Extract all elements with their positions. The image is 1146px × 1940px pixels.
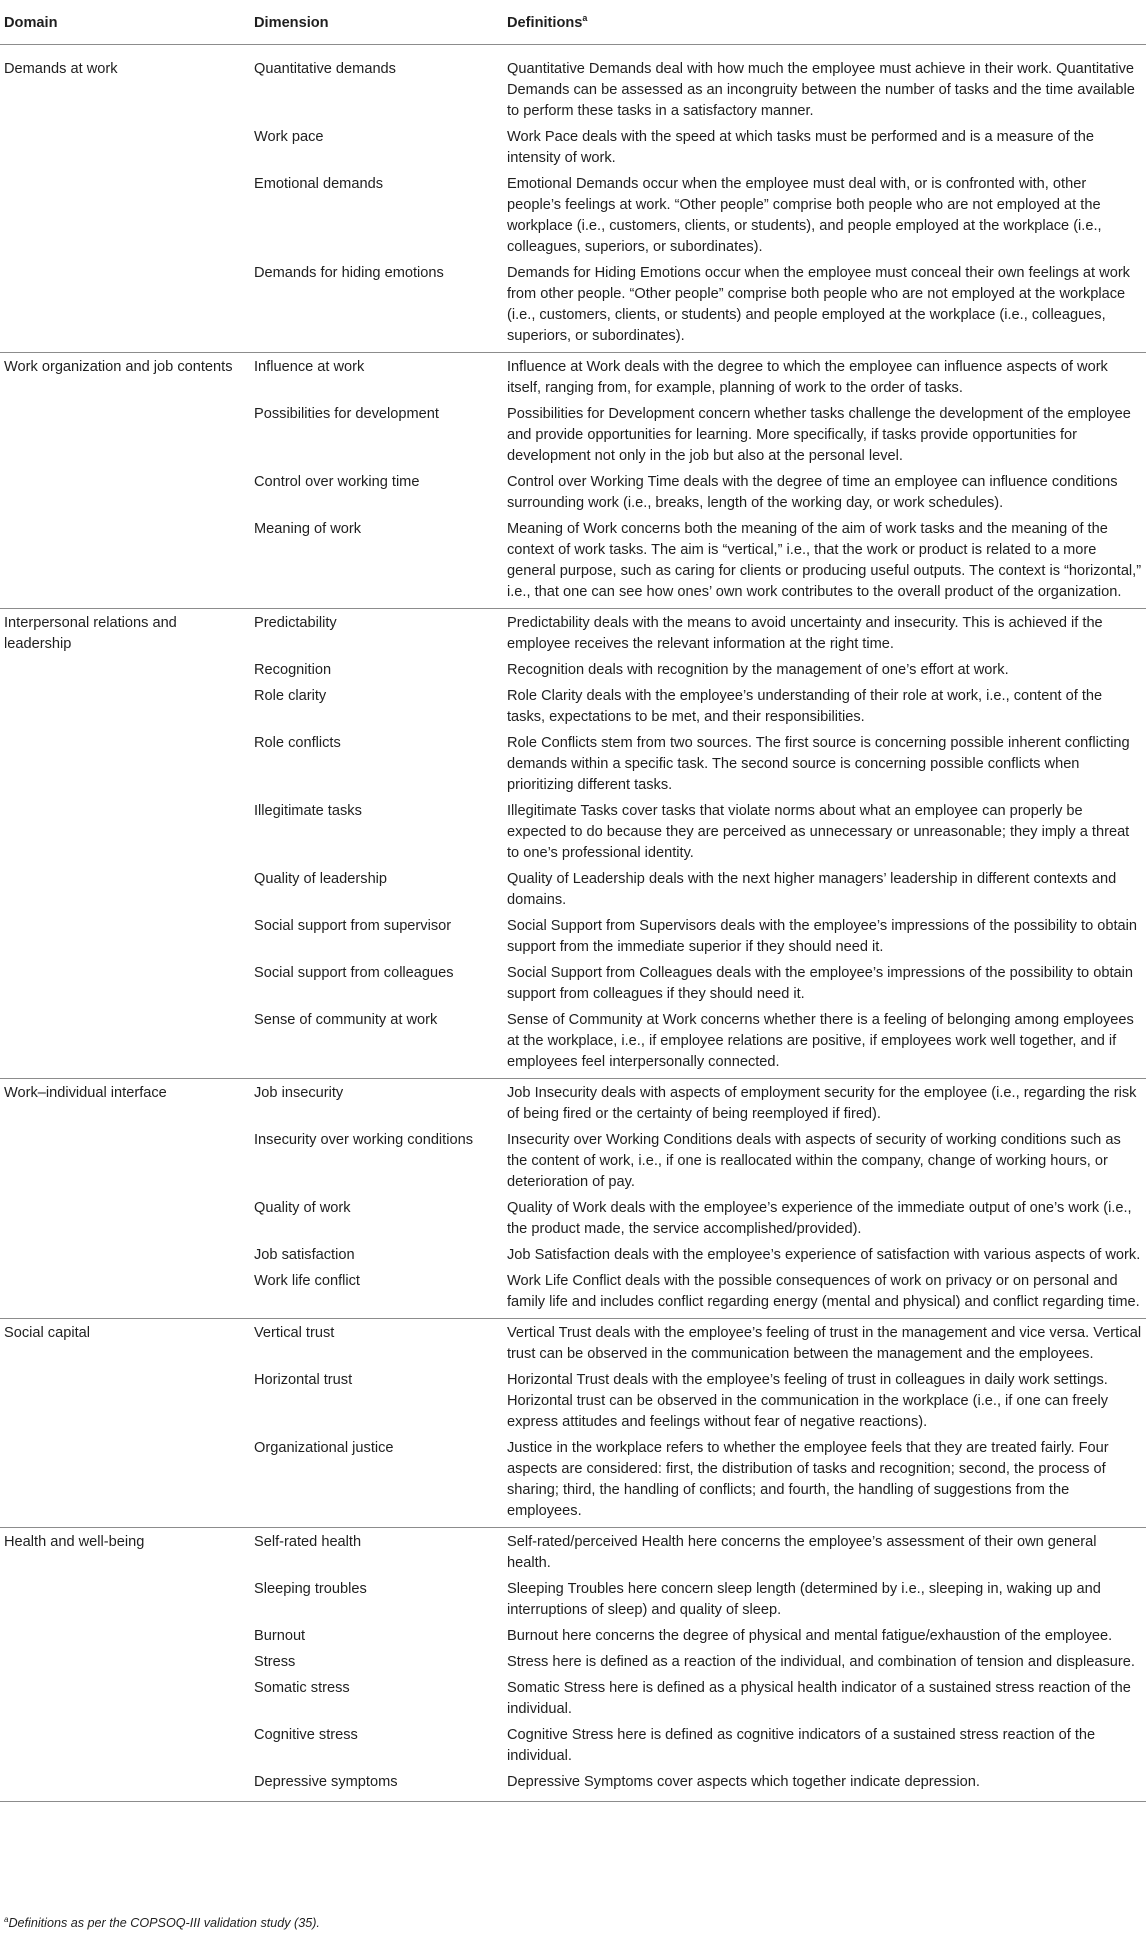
domain-cell (0, 1271, 250, 1319)
table-row (0, 733, 1146, 801)
definition-cell: Self-rated/perceived Health here concerns the employee’s assessment of their own general health. (503, 1528, 1146, 1580)
table-footnote (4, 1916, 320, 1930)
domain-cell: Health and well-being (0, 1528, 250, 1580)
table-row (0, 1438, 1146, 1528)
definition-cell: Insecurity over Working Conditions deals with aspects of security of working conditions such as the content of work, i.e., if one is reallocated within the company, change of working hours, or deterioration of pay. (507, 1132, 1121, 1190)
table-row (0, 1245, 1146, 1271)
table-row (0, 1626, 1146, 1652)
table-row (0, 609, 1146, 661)
definition-cell: Role Clarity deals with the employee’s understanding of their role at work, i.e., content of the tasks, expectations to be met, and their responsibilities. (507, 688, 1103, 725)
domain-cell (0, 1198, 250, 1245)
table-row (0, 472, 1146, 519)
definition-cell: Job Insecurity deals with aspects of employment security for the employee (i.e., regarding the risk of being fired or the certainty of being reemployed if fired). (503, 1079, 1146, 1131)
dimension-cell: Insecurity over working conditions (254, 1132, 474, 1148)
domain-cell (0, 1652, 250, 1678)
definition-cell: Work Life Conflict deals with the possible consequences of work on privacy or on personal and family life and includes conflict regarding energy (mental and physical) and conflict regarding time. (507, 1273, 1140, 1310)
definition-cell: Illegitimate Tasks cover tasks that violate norms about what an employee can properly be expected to do because they are perceived as unnecessary or unreasonable; they imply a threat to one’s professional identity. (507, 803, 1130, 861)
dimension-cell: Quality of leadership (254, 871, 388, 887)
definition-cell: Predictability deals with the means to avoid uncertainty and insecurity. This is achieved if the employee receives the relevant information at the right time. (503, 609, 1146, 661)
definition-cell: Vertical Trust deals with the employee’s feeling of trust in the management and vice versa. Vertical trust can be observed in the communication between the management and the employees. (503, 1319, 1146, 1371)
definition-cell: Sense of Community at Work concerns whether there is a feeling of belonging among employees at the workplace, i.e., if employee relations are positive, if employees work well together, and if employees feel interpersonally connected. (507, 1012, 1134, 1070)
definition-cell: Demands for Hiding Emotions occur when the employee must conceal their own feelings at work from other people. “Other people” comprise both people who are not employed at the workplace (i.e., customers, clients, or students) and people employed at the workplace (i.e., colleagues, superiors, or subordinates). (507, 265, 1130, 344)
table-row (0, 1528, 1146, 1580)
header-superscript: a (582, 13, 588, 23)
definition-cell: Influence at Work deals with the degree to which the employee can influence aspects of work itself, ranging from, for example, planning of work to the order of tasks. (503, 353, 1146, 405)
header-domain: Domain (0, 4, 250, 45)
dimension-cell: Job insecurity (250, 1079, 503, 1131)
header-row (0, 4, 1146, 45)
table-row (0, 519, 1146, 609)
dimension-cell: Burnout (254, 1628, 306, 1644)
table-row (0, 1130, 1146, 1198)
definition-cell: Depressive Symptoms cover aspects which together indicate depression. (503, 1772, 1146, 1802)
table-row (0, 916, 1146, 963)
domain-cell (0, 519, 250, 609)
domain-cell (0, 916, 250, 963)
definition-cell: Work Pace deals with the speed at which tasks must be performed and is a measure of the intensity of work. (507, 129, 1095, 166)
dimension-cell: Control over working time (254, 474, 420, 490)
dimension-cell: Illegitimate tasks (254, 803, 362, 819)
dimension-cell: Predictability (250, 609, 503, 661)
table-row (0, 660, 1146, 686)
table-row (0, 686, 1146, 733)
definition-cell: Job Satisfaction deals with the employee’s experience of satisfaction with various aspects of work. (507, 1247, 1141, 1263)
table-row (0, 1010, 1146, 1079)
domain-cell (0, 869, 250, 916)
table-row (0, 1772, 1146, 1802)
header-definitions (503, 4, 1146, 45)
table-body (0, 45, 1146, 1802)
table-row (0, 1678, 1146, 1725)
definition-cell: Burnout here concerns the degree of physical and mental fatigue/exhaustion of the employee. (507, 1628, 1113, 1644)
table-row (0, 127, 1146, 174)
table-row (0, 801, 1146, 869)
dimension-cell: Cognitive stress (254, 1727, 358, 1743)
dimension-cell: Social support from colleagues (254, 965, 454, 981)
domain-cell (0, 1678, 250, 1725)
dimension-cell: Self-rated health (250, 1528, 503, 1580)
dimension-cell: Job satisfaction (254, 1247, 355, 1263)
definition-cell: Social Support from Colleagues deals with the employee’s impressions of the possibility to obtain support from colleagues if they should need it. (507, 965, 1133, 1002)
dimension-cell: Demands for hiding emotions (254, 265, 444, 281)
definition-cell: Justice in the workplace refers to whether the employee feels that they are treated fairly. Four aspects are considered: first, the distribution of tasks and recognition; second, the process of sharing; third, the handling of conflicts; and fourth, the handling of suggestions from the employees. (507, 1440, 1109, 1519)
table-row (0, 1271, 1146, 1319)
domain-cell (0, 801, 250, 869)
domain-cell: Work–individual interface (0, 1079, 250, 1131)
domain-cell (0, 686, 250, 733)
definition-cell: Control over Working Time deals with the degree of time an employee can influence conditions surrounding work (i.e., breaks, length of the working day, or work schedules). (507, 474, 1118, 511)
domain-cell (0, 1010, 250, 1079)
header-definitions-label: Definitions (507, 15, 583, 31)
table-row (0, 404, 1146, 472)
domain-cell (0, 1130, 250, 1198)
dimension-cell: Sense of community at work (254, 1012, 438, 1028)
table-row (0, 869, 1146, 916)
dimension-cell: Work pace (254, 129, 324, 145)
domain-cell (0, 263, 250, 353)
domain-cell (0, 1370, 250, 1438)
definition-cell: Quality of Work deals with the employee’s experience of the immediate output of one’s work (i.e., the product made, the service accomplished/provided). (507, 1200, 1132, 1237)
definitions-table (0, 4, 1146, 1802)
domain-cell: Social capital (0, 1319, 250, 1371)
dimension-cell: Somatic stress (254, 1680, 350, 1696)
domain-cell (0, 1725, 250, 1772)
footnote-text: Definitions as per the COPSOQ-III validation study (35). (8, 1916, 320, 1930)
dimension-cell: Recognition (254, 662, 332, 678)
definition-cell: Stress here is defined as a reaction of the individual, and combination of tension and displeasure. (507, 1654, 1135, 1670)
dimension-cell: Possibilities for development (254, 406, 439, 422)
table-row (0, 263, 1146, 353)
dimension-cell: Quality of work (254, 1200, 351, 1216)
definition-cell: Quantitative Demands deal with how much the employee must achieve in their work. Quantitative Demands can be assessed as an incongruity between the number of tasks and the time available to perform these tasks in a satisfactory manner. (507, 61, 1135, 119)
domain-cell (0, 127, 250, 174)
table-header (0, 4, 1146, 45)
definition-cell: Meaning of Work concerns both the meaning of the aim of work tasks and the meaning of the context of work tasks. The aim is “vertical,” i.e., that the work or product is related to a more general purpose, such as caring for clients or producing useful outputs. The context is “horizontal,” i.e., that one can see how ones’ own work contributes to the overall product of the organization. (507, 521, 1142, 600)
dimension-cell: Influence at work (250, 353, 503, 405)
domain-cell (0, 1626, 250, 1652)
table-row (0, 1079, 1146, 1131)
domain-cell: Interpersonal relations and leadership (0, 609, 250, 661)
domain-cell (0, 404, 250, 472)
table-row (0, 1370, 1146, 1438)
table-row (0, 1652, 1146, 1678)
definition-cell: Emotional Demands occur when the employee must deal with, or is confronted with, other people’s feelings at work. “Other people” comprise both people who are not employed at the workplace (i.e., customers, clients, or students), and people employed at the workplace (i.e., colleagues, superiors, or subordinates). (507, 176, 1102, 255)
table-row (0, 353, 1146, 405)
dimension-cell: Meaning of work (254, 521, 362, 537)
definition-cell: Sleeping Troubles here concern sleep length (determined by i.e., sleeping in, waking up and interruptions of sleep) and quality of sleep. (507, 1581, 1101, 1618)
domain-cell (0, 1772, 250, 1802)
header-dimension: Dimension (250, 4, 503, 45)
definition-cell: Social Support from Supervisors deals with the employee’s impressions of the possibility to obtain support from the immediate superior if they should need it. (507, 918, 1138, 955)
domain-cell: Demands at work (4, 61, 118, 77)
table-row (0, 1319, 1146, 1371)
dimension-cell: Emotional demands (254, 176, 383, 192)
table-row (0, 1198, 1146, 1245)
domain-cell (0, 1579, 250, 1626)
definition-cell: Recognition deals with recognition by the management of one’s effort at work. (507, 662, 1009, 678)
definition-cell: Horizontal Trust deals with the employee’s feeling of trust in colleagues in daily work settings. Horizontal trust can be observed in the communication in the workplace (i.e., if one can freely express attitudes and feelings without fear of negative reactions). (507, 1372, 1109, 1430)
table-row (0, 174, 1146, 263)
table-row (0, 45, 1146, 128)
domain-cell (0, 472, 250, 519)
dimension-cell: Quantitative demands (254, 61, 396, 77)
definition-cell: Possibilities for Development concern whether tasks challenge the development of the employee and provide opportunities for learning. More specifically, if tasks provide opportunities for development not only in the job but also at the personal level. (507, 406, 1131, 464)
table-row (0, 1725, 1146, 1772)
footnote-marker: a (4, 1915, 9, 1924)
domain-cell (0, 1245, 250, 1271)
dimension-cell: Role clarity (254, 688, 327, 704)
dimension-cell: Sleeping troubles (254, 1581, 367, 1597)
domain-cell: Work organization and job contents (0, 353, 250, 405)
domain-cell (0, 174, 250, 263)
table-row (0, 963, 1146, 1010)
domain-cell (0, 963, 250, 1010)
domain-cell (0, 733, 250, 801)
dimension-cell: Vertical trust (250, 1319, 503, 1371)
definition-cell: Quality of Leadership deals with the next higher managers’ leadership in different contexts and domains. (507, 871, 1117, 908)
domain-cell (0, 1438, 250, 1528)
dimension-cell: Social support from supervisor (254, 918, 452, 934)
dimension-cell: Depressive symptoms (250, 1772, 503, 1802)
dimension-cell: Work life conflict (254, 1273, 360, 1289)
dimension-cell: Horizontal trust (254, 1372, 353, 1388)
dimension-cell: Role conflicts (254, 735, 341, 751)
definition-cell: Somatic Stress here is defined as a physical health indicator of a sustained stress reaction of the individual. (507, 1680, 1131, 1717)
dimension-cell: Organizational justice (254, 1440, 394, 1456)
domain-cell (0, 660, 250, 686)
definition-cell: Cognitive Stress here is defined as cognitive indicators of a sustained stress reaction of the individual. (507, 1727, 1096, 1764)
definition-cell: Role Conflicts stem from two sources. The first source is concerning possible inherent conflicting demands within a specific task. The second source is concerning possible conflicts when prioritizing different tasks. (507, 735, 1130, 793)
table-row (0, 1579, 1146, 1626)
dimension-cell: Stress (254, 1654, 296, 1670)
